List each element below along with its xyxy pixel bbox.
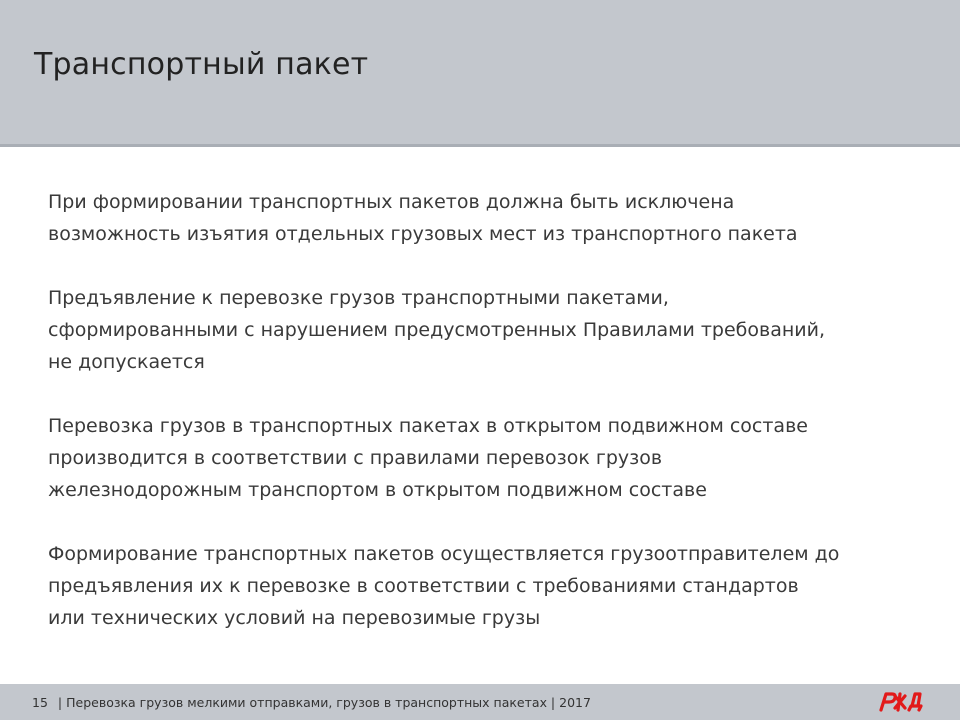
paragraph-4: Формирование транспортных пакетов осуществляется грузоотправителем до предъявления их к перевозке в соответствии с требованиями стандартов или технических условий на перевозимые грузы (48, 543, 840, 629)
slide-title: Транспортный пакет (34, 47, 369, 82)
paragraph-2: Предъявление к перевозке грузов транспортными пакетами, сформированными с нарушением предусмотренных Правилами требований, не допускается (48, 287, 826, 373)
header-divider (0, 144, 960, 147)
slide-body (48, 186, 928, 666)
footer-text (32, 695, 591, 710)
paragraph-1: При формировании транспортных пакетов должна быть исключена возможность изъятия отдельных грузовых мест из транспортного пакета (48, 191, 798, 245)
footer-caption: Перевозка грузов мелкими отправками, грузов в транспортных пакетах | 2017 (66, 695, 591, 710)
slide-footer (0, 684, 960, 720)
page-number: 15 (32, 695, 48, 710)
footer-separator: | (57, 695, 63, 710)
rzd-logo-icon (876, 688, 924, 714)
paragraph-3: Перевозка грузов в транспортных пакетах в открытом подвижном составе производится в соответствии с правилами перевозок грузов железнодорожным транспортом в открытом подвижном составе (48, 415, 808, 501)
slide-header (0, 0, 960, 144)
